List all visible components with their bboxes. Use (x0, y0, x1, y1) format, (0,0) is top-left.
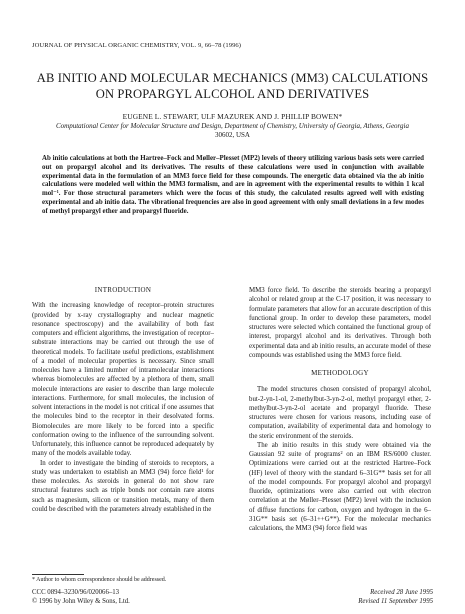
journal-header: JOURNAL OF PHYSICAL ORGANIC CHEMISTRY, VOL. 9, 66–78 (1996) (32, 42, 242, 49)
article-title (20, 70, 445, 102)
affiliation-line-2: 30602, USA (214, 131, 250, 140)
revised-date: Revised 11 September 1995 (358, 598, 433, 605)
title-line-1: AB INITIO AND MOLECULAR MECHANICS (MM3) CALCULATIONS (36, 71, 429, 85)
affiliation-line-1: Computational Center for Molecular Structure and Design, Department of Chemistry, University of Georgia, Athens, Georgia (56, 122, 409, 130)
copyright: © 1996 by John Wiley & Sons, Ltd. (32, 598, 130, 605)
right-column (249, 286, 431, 533)
affiliation (40, 122, 425, 140)
ccc-code: CCC 0894–3230/96/020066–13 (32, 589, 120, 596)
introduction-heading: INTRODUCTION (94, 286, 152, 294)
left-column (32, 286, 214, 514)
author-list: EUGENE L. STEWART, ULF MAZUREK AND J. PHILLIP BOWEN* (122, 112, 343, 121)
received-date: Received 28 June 1995 (370, 589, 433, 596)
methodology-paragraph-1: The model structures chosen consisted of propargyl alcohol, but-2-yn-1-ol, 2-methylbut-3-yn-2-ol, methyl propargyl ether, 2-methylbut-3-yn-2-ol acetate and propargyl fluoride. These structures were chosen for various reasons, including ease of computation, availability of experimental data and homology to the steric environment of the steroids. (249, 386, 431, 440)
intro-paragraph-2: In order to investigate the binding of steroids to receptors, a study was undertaken to establish an MM3 (94) force field¹ for these molecules. As steroids in general do not show rare structural features such as triple bonds nor contain rare atoms such as magnesium, silicon or transition metals, many of them could be described with the parameters already established in the (32, 459, 214, 513)
methodology-paragraph-2: The ab initio results in this study were obtained via the Gaussian 92 suite of programs² on an IBM RS/6000 cluster. Optimizations were carried out at the restricted Hartree–Fock (HF) level of theory with the standard 6–31G** basis set for all of the model compounds. For propargyl alcohol and propargyl fluoride, optimizations were also carried out with electron correlation at the Møller–Plesset (MP2) level with the inclusion of diffuse functions for carbon, oxygen and hydrogen in the 6–31G** basis set (6–31++G**). For the molecular mechanics calculations, the MM3 (94) force field was (249, 441, 431, 532)
methodology-heading: METHODOLOGY (311, 369, 369, 377)
footnote: * Author to whom correspondence should be addressed. (32, 577, 167, 583)
abstract: Ab initio calculations at both the Hartree–Fock and Møller–Plesset (MP2) levels of theory utilizing various basis sets were carried out on propargyl alcohol and its derivatives. The results of these calculations were used in conjunction with available experimental data in the formulation of an MM3 force field for these compounds. The energetic data obtained via the ab initio calculations were modeled well within the MM3 formalism, and are in agreement with the experimental results to within 1 kcal mol⁻¹. For those structural parameters which were the focus of this study, the calculated results agreed well with existing experimental and ab initio data. The vibrational frequencies are also in good agreement with only small deviations in a few modes of methyl propargyl ether and propargyl fluoride. (42, 155, 424, 215)
intro-paragraph-1: With the increasing knowledge of receptor–protein structures (provided by x-ray crystallography and nuclear magnetic resonance spectroscopy) and the availability of both fast computers and efficient algorithms, the investigation of receptor–substrate interactions may be carried out through the use of theoretical models. To facilitate useful predictions, establishment of a model of molecular properties is necessary. Since small molecules have a limited number of intramolecular interactions whereas biomolecules are affected by a plethora of them, small molecule interactions are easier to describe than large molecule interactions. Furthermore, for small molecules, the inclusion of solvent interactions in the model is not critical if one assumes that the molecules bind to the receptor in their desolvated forms. Biomolecules are more likely to be forced into a specific conformation owing to the influence of the surrounding solvent. Unfortunately, this influence cannot be reproduced adequately by many of the models available today. (32, 302, 214, 458)
title-line-2: ON PROPARGYL ALCOHOL AND DERIVATIVES (95, 87, 370, 101)
footnote-divider (32, 574, 84, 575)
intro-continuation: MM3 force field. To describe the steroids bearing a propargyl alcohol or related group at the C-17 position, it was necessary to formulate parameters that allow for an accurate description of this functional group. In order to develop these parameters, model structures were selected which contained the functional group of interest, propargyl alcohol and its derivatives. Through both experimental data and ab initio results, an accurate model of these compounds was established using the MM3 force field. (249, 287, 431, 359)
